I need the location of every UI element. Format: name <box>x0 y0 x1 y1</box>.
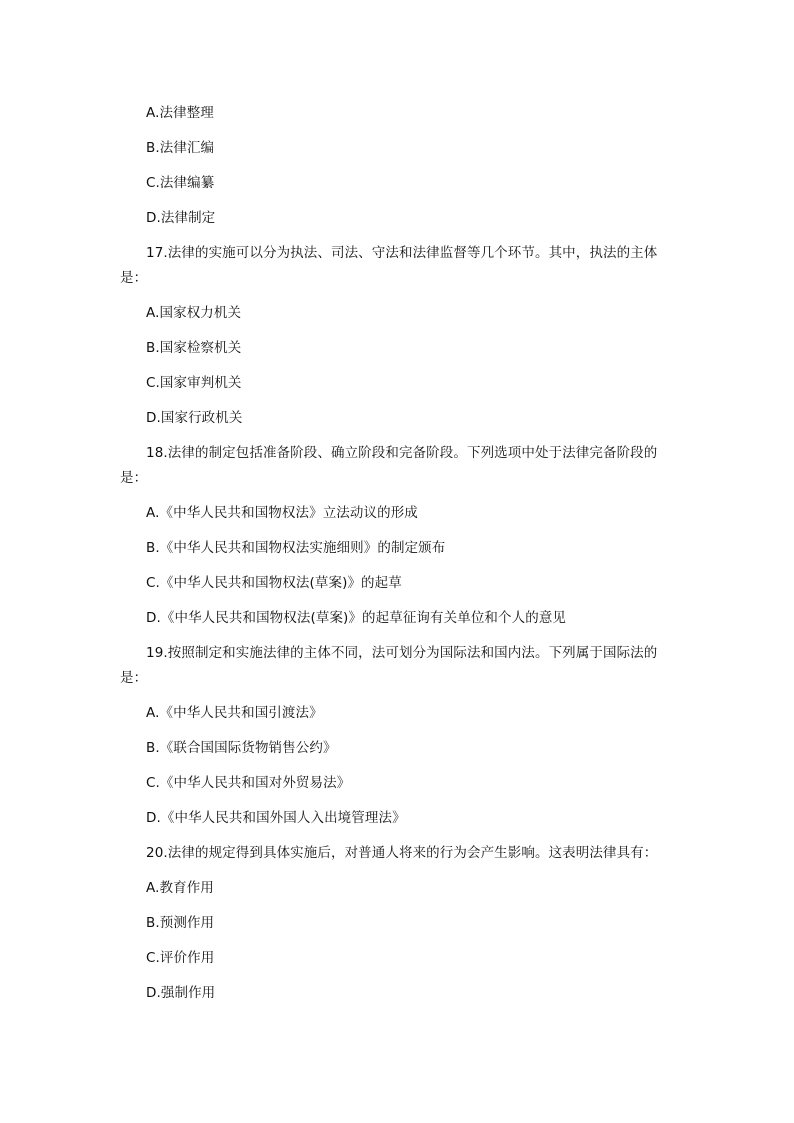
q20-option-b: B.预测作用 <box>146 915 215 931</box>
q18-stem-continuation: 是： <box>120 470 148 486</box>
q17-stem: 17.法律的实施可以分为执法、司法、守法和法律监督等几个环节。其中，执法的主体 <box>146 245 658 261</box>
q18-option-b: B.《中华人民共和国物权法实施细则》的制定颁布 <box>146 540 446 556</box>
q17-stem-continuation: 是： <box>120 270 148 286</box>
q17-option-b: B.国家检察机关 <box>146 340 242 356</box>
q16-option-b: B.法律汇编 <box>146 140 215 156</box>
q20-option-c: C.评价作用 <box>146 950 215 966</box>
q20-option-d: D.强制作用 <box>146 985 216 1001</box>
q20-stem: 20.法律的规定得到具体实施后，对普通人将来的行为会产生影响。这表明法律具有： <box>146 845 658 861</box>
q18-option-a: A.《中华人民共和国物权法》立法动议的形成 <box>146 505 418 521</box>
q16-option-d: D.法律制定 <box>146 210 216 226</box>
q19-stem-continuation: 是： <box>120 670 148 686</box>
q16-option-c: C.法律编纂 <box>146 175 215 191</box>
q19-option-d: D.《中华人民共和国外国人入出境管理法》 <box>146 810 406 826</box>
q17-option-a: A.国家权力机关 <box>146 305 242 321</box>
q17-option-c: C.国家审判机关 <box>146 375 242 391</box>
q18-option-d: D.《中华人民共和国物权法(草案)》的起草征询有关单位和个人的意见 <box>146 610 567 626</box>
q19-option-c: C.《中华人民共和国对外贸易法》 <box>146 775 351 791</box>
q19-option-a: A.《中华人民共和国引渡法》 <box>146 705 323 721</box>
q16-option-a: A.法律整理 <box>146 105 214 121</box>
q18-option-c: C.《中华人民共和国物权法(草案)》的起草 <box>146 575 402 591</box>
q17-option-d: D.国家行政机关 <box>146 410 243 426</box>
q20-option-a: A.教育作用 <box>146 880 214 896</box>
q19-option-b: B.《联合国国际货物销售公约》 <box>146 740 337 756</box>
q19-stem: 19.按照制定和实施法律的主体不同，法可划分为国际法和国内法。下列属于国际法的 <box>146 645 658 661</box>
q18-stem: 18.法律的制定包括准备阶段、确立阶段和完备阶段。下列选项中处于法律完备阶段的 <box>146 445 658 461</box>
